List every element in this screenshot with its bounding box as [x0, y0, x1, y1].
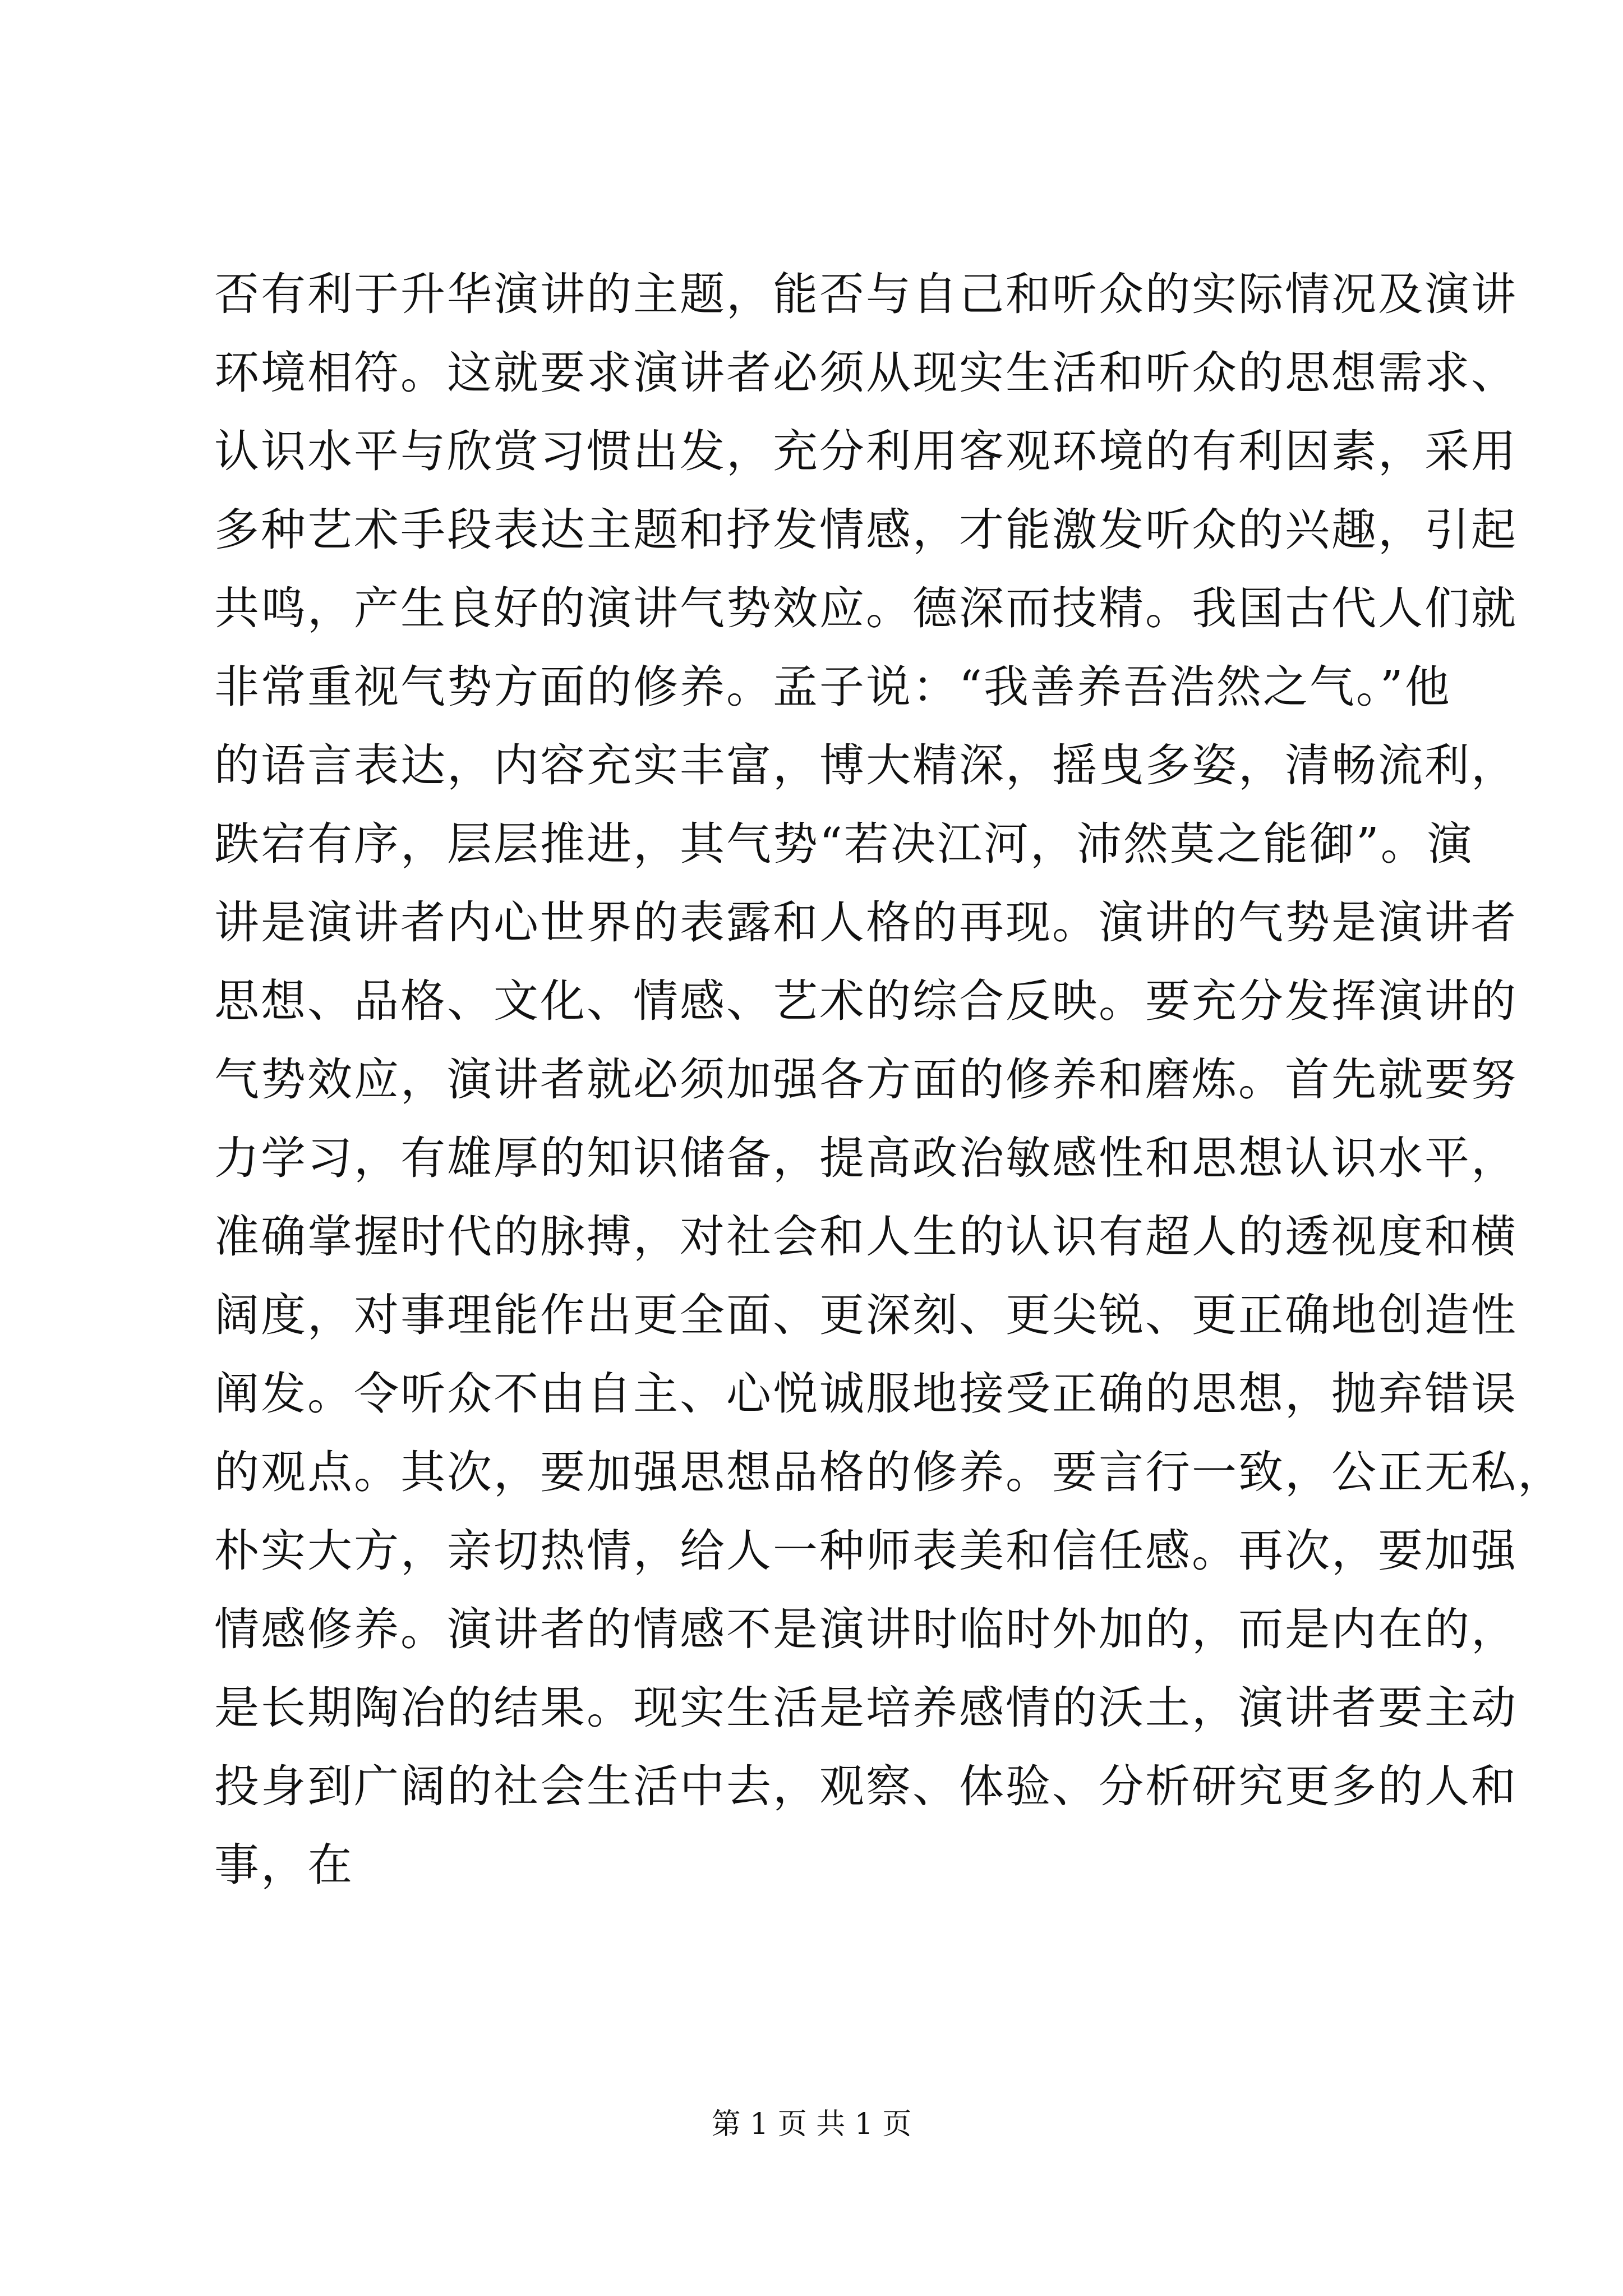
text-line: 跌宕有序，层层推进，其气势“若决江河，沛然莫之能御”。演 [214, 818, 1474, 870]
text-line: 准确掌握时代的脉搏，对社会和人生的认识有超人的透视度和横 [214, 1211, 1518, 1263]
text-line: 阔度，对事理能作出更全面、更深刻、更尖锐、更正确地创造性 [214, 1289, 1518, 1341]
text-line: 认识水平与欣赏习惯出发，充分利用客观环境的有利因素，采用 [214, 425, 1518, 477]
body-text [214, 255, 1564, 1904]
text-line: 情感修养。演讲者的情感不是演讲时临时外加的，而是内在的， [214, 1603, 1518, 1655]
text-line: 多种艺术手段表达主题和抒发情感，才能激发听众的兴趣，引起 [214, 504, 1518, 556]
text-line: 的语言表达，内容充实丰富，博大精深，摇曳多姿，清畅流利， [214, 739, 1518, 792]
text-line: 事，在 [214, 1839, 354, 1891]
text-line: 的观点。其次，要加强思想品格的修养。要言行一致，公正无私， [214, 1446, 1564, 1498]
text-line: 投身到广阔的社会生活中去，观察、体验、分析研究更多的人和 [214, 1760, 1518, 1812]
text-line: 力学习，有雄厚的知识储备，提高政治敏感性和思想认识水平， [214, 1132, 1518, 1184]
text-line: 是长期陶冶的结果。现实生活是培养感情的沃土，演讲者要主动 [214, 1682, 1518, 1734]
text-line: 思想、品格、文化、情感、艺术的综合反映。要充分发挥演讲的 [214, 975, 1518, 1027]
text-line: 气势效应，演讲者就必须加强各方面的修养和磨炼。首先就要努 [214, 1053, 1518, 1106]
text-line: 讲是演讲者内心世界的表露和人格的再现。演讲的气势是演讲者 [214, 896, 1518, 949]
text-line: 共鸣，产生良好的演讲气势效应。德深而技精。我国古代人们就 [214, 582, 1518, 634]
page-number-footer: 第 1 页 共 1 页 [711, 2108, 912, 2141]
text-line: 否有利于升华演讲的主题，能否与自己和听众的实际情况及演讲 [214, 268, 1518, 320]
text-line: 阐发。令听众不由自主、心悦诚服地接受正确的思想，抛弃错误 [214, 1368, 1518, 1420]
text-line: 环境相符。这就要求演讲者必须从现实生活和听众的思想需求、 [214, 347, 1518, 399]
text-line: 非常重视气势方面的修养。孟子说：“我善养吾浩然之气。”他 [214, 661, 1451, 713]
text-line: 朴实大方，亲切热情，给人一种师表美和信任感。再次，要加强 [214, 1525, 1518, 1577]
